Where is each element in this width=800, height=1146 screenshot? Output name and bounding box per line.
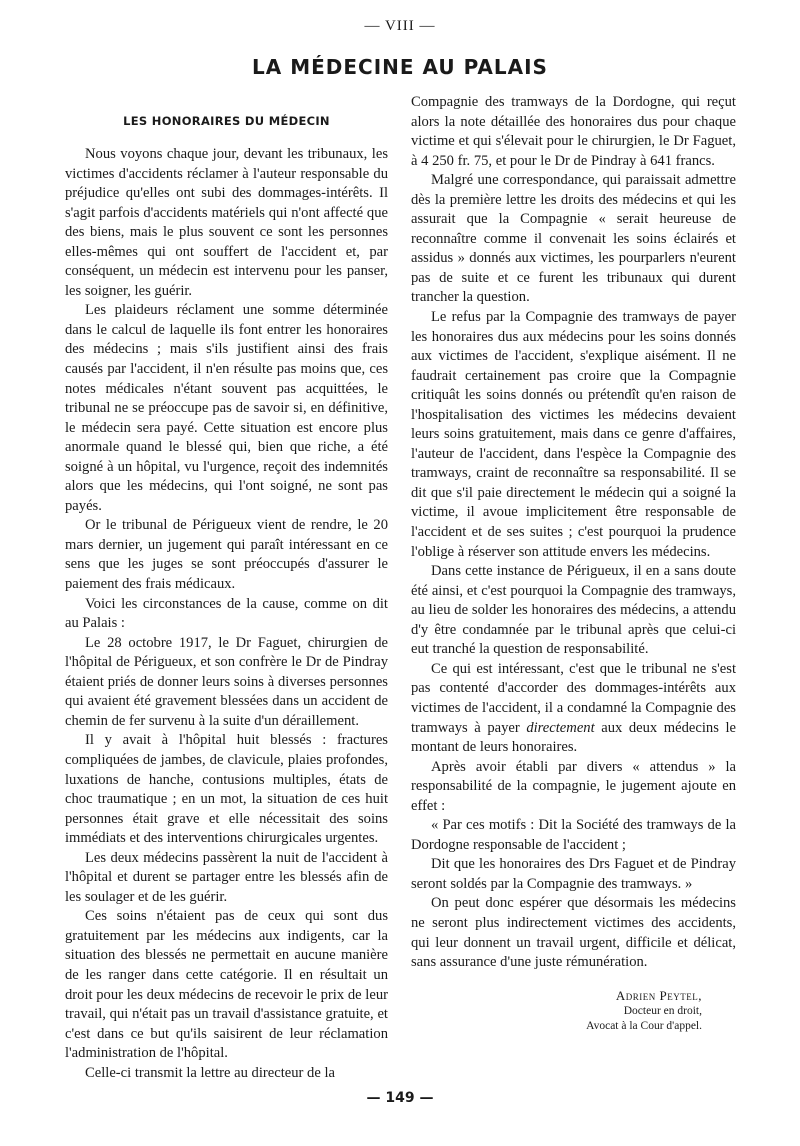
right-column xyxy=(411,93,736,1034)
author-affiliation: Avocat à la Cour d'appel. xyxy=(586,1019,702,1032)
paragraph: Le refus par la Compagnie des tramways de payer les honoraires dus aux médecins pour les soins donnés aux victimes de l'accident, s'explique aisément. Il ne faudrait certainement pas croire que la Compagnie critiquât les soins donnés ou prétendît qu'en raison de l'hospitalisation des victimes les médecins devaient leurs soins gratuitement, mais dans ce genre d'affaires, l'auteur de l'accident, dans l'espèce la Compagnie des tramways, craint de reconnaître sa responsabilité. Il se dit que s'il paie directement le médecin qui a soigné la victime, il avoue implicitement être responsable de l'accident et de ses suites ; c'est pourquoi la prudence l'oblige à réserver son attitude envers les médecins. xyxy=(411,309,736,560)
section-title: LES HONORAIRES DU MÉDECIN xyxy=(123,114,330,128)
page-title: LA MÉDECINE AU PALAIS xyxy=(252,55,548,79)
paragraph: Or le tribunal de Périgueux vient de rendre, le 20 mars dernier, un jugement qui paraît intéressant en ce sens que les juges se sont préoccupés d'assurer le paiement des frais médicaux. xyxy=(65,517,388,593)
author-signature xyxy=(411,987,736,1034)
paragraph-text: Ce qui est intéressant, c'est que le tribunal ne s'est pas contenté d'accorder des dommages-intérêts aux victimes de l'accident, il a condamné la Compagnie des tramways à payer xyxy=(411,660,736,736)
paragraph-continuation: Compagnie des tramways de la Dordogne, qui reçut alors la note détaillée des honoraires dus pour chaque victime et qui s'élevait pour le chirurgien, le Dr Faguet, à 4 250 fr. 75, et pour le Dr de Pindray à 641 francs. xyxy=(411,94,736,169)
paragraph: On peut donc espérer que désormais les médecins ne seront plus indirectement victimes des accidents, qui leur donnent un travail urgent, difficile et délicat, sans assurance d'une juste rémunération. xyxy=(411,895,736,971)
paragraph: Le 28 octobre 1917, le Dr Faguet, chirurgien de l'hôpital de Périgueux, et son confrère le Dr de Pindray étaient priés de donner leurs soins à diverses personnes qui avaient été gravement blessées dans un accident de chemin de fer survenu à la suite d'un déraillement. xyxy=(65,634,388,729)
paragraph: Nous voyons chaque jour, devant les tribunaux, les victimes d'accidents réclamer à l'auteur responsable du préjudice qu'elles ont subi des dommages-intérêts. Il s'agit parfois d'accidents matériels qui n'ont affecté que des biens, mais le plus souvent ce sont les personnes elles-mêmes qui ont souffert de l'accident et, par conséquent, un médecin est intervenu pour les panser, les soigner, les guérir. xyxy=(65,146,388,299)
emphasis-text: directement xyxy=(526,719,595,736)
paragraph: Après avoir établi par divers « attendus » la responsabilité de la compagnie, le jugement ajoute en effet : xyxy=(411,758,736,814)
paragraph-text: aux deux médecins le montant de leurs honoraires. xyxy=(411,719,736,756)
quoted-judgment: « Par ces motifs : Dit la Société des tramways de la Dordogne responsable de l'accident ; xyxy=(411,817,736,853)
author-title: Docteur en droit, xyxy=(623,1004,702,1017)
paragraph: Les plaideurs réclament une somme déterminée dans le calcul de laquelle ils font entrer les honoraires des médecins ; mais s'ils justifient ainsi des frais causés par l'accident, il n'en résulte pas moins que, ces notes médicales n'étant souvent pas acquittées, le tribunal ne se préoccupe pas de savoir si, en définitive, le médecin sera payé. Cette situation est encore plus anormale quand le blessé qui, bien que riche, a été soigné à un hôpital, vu l'urgence, reçoit des indemnités alors que les médecins, qui l'ont soigné, ne sont pas payés. xyxy=(65,302,388,514)
page-number: — 149 — xyxy=(366,1090,434,1106)
roman-folio: — VIII — xyxy=(364,18,436,34)
paragraph: Celle-ci transmit la lettre au directeur de la xyxy=(85,1064,336,1081)
paragraph: Malgré une correspondance, qui paraissait admettre dès la première lettre les droits des médecins et qui les assurait que la Compagnie « serait heureuse de reconnaître comme il convenait les soins éclairés et assidus » donnés aux victimes, les pourparlers n'eurent pas de suite et ce furent les tribunaux qui durent trancher la question. xyxy=(411,172,736,306)
paragraph: Il y avait à l'hôpital huit blessés : fractures compliquées de jambes, de clavicule, plaies profondes, luxations de hanche, contusions multiples, états de choc traumatique ; en un mot, la situation de ces huit personnes était grave et elle nécessitait des soins immédiats et des interventions chirurgicales urgentes. xyxy=(65,732,388,847)
quoted-judgment: Dit que les honoraires des Drs Faguet et de Pindray seront soldés par la Compagnie des tramways. » xyxy=(411,856,736,892)
paragraph: Ces soins n'étaient pas de ceux qui sont dus gratuitement par les médecins aux indigents, car la situation des blessés ne permettait en aucune manière de les ranger dans cette catégorie. Il en résultait un droit pour les deux médecins de recevoir le prix de leur travail, qui n'était pas un travail d'assistance gratuite, et c'est dans ce but qu'ils saisirent de leur réclamation l'administration de l'hôpital. xyxy=(65,908,388,1062)
left-column xyxy=(65,93,388,1083)
paragraph: Voici les circonstances de la cause, comme on dit au Palais : xyxy=(65,595,388,632)
paragraph: Les deux médecins passèrent la nuit de l'accident à l'hôpital et durent se partager entre les blessés afin de les soulager et de les guérir. xyxy=(65,849,388,905)
paragraph: Dans cette instance de Périgueux, il en a sans doute été ainsi, et c'est pourquoi la Compagnie des tramways, au lieu de solder les honoraires des médecins, a attendu d'y être condamnée par le tribunal après que celui-ci eut tranché la question de responsabilité. xyxy=(411,563,736,658)
paragraph xyxy=(411,660,736,758)
author-name: Adrien Peytel, xyxy=(615,987,702,1003)
